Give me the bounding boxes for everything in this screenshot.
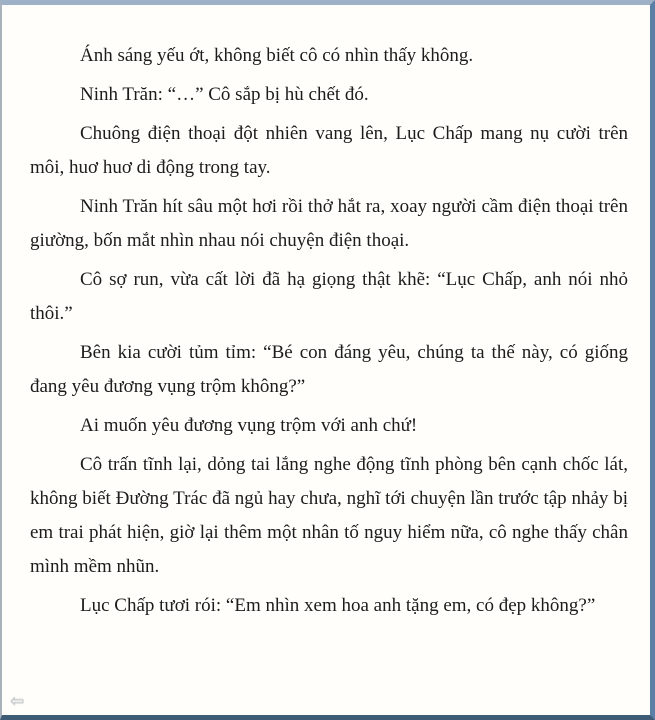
paragraph: Lục Chấp tươi rói: “Em nhìn xem hoa anh tặng em, có đẹp không?”	[80, 595, 596, 616]
paragraph: Chuông điện thoại đột nhiên vang lên, Lục Chấp mang nụ cười trên môi, huơ huơ di động trong tay.	[30, 123, 628, 178]
paragraph: Cô sợ run, vừa cất lời đã hạ giọng thật khẽ: “Lục Chấp, anh nói nhỏ thôi.”	[30, 269, 628, 324]
text-content	[2, 5, 650, 623]
paragraph: Cô trấn tĩnh lại, dỏng tai lắng nghe động tĩnh phòng bên cạnh chốc lát, không biết Đường Trác đã ngủ hay chưa, nghĩ tới chuyện lần trước tập nhảy bị em trai phát hiện, giờ lại thêm một nhân tố nguy hiểm nữa, cô nghe thấy chân mình mềm nhũn.	[30, 454, 628, 577]
paragraph: Ninh Trăn hít sâu một hơi rồi thở hắt ra, xoay người cầm điện thoại trên giường, bốn mắt nhìn nhau nói chuyện điện thoại.	[30, 196, 628, 251]
paragraph: Bên kia cười tủm tỉm: “Bé con đáng yêu, chúng ta thế này, có giống đang yêu đương vụng trộm không?”	[30, 342, 628, 397]
paragraph: Ánh sáng yếu ớt, không biết cô có nhìn thấy không.	[80, 45, 474, 66]
page-back-arrow-icon[interactable]: ⇦	[10, 691, 25, 711]
paragraph: Ninh Trăn: “…” Cô sắp bị hù chết đó.	[80, 84, 369, 105]
paragraph: Ai muốn yêu đương vụng trộm với anh chứ!	[80, 415, 418, 436]
